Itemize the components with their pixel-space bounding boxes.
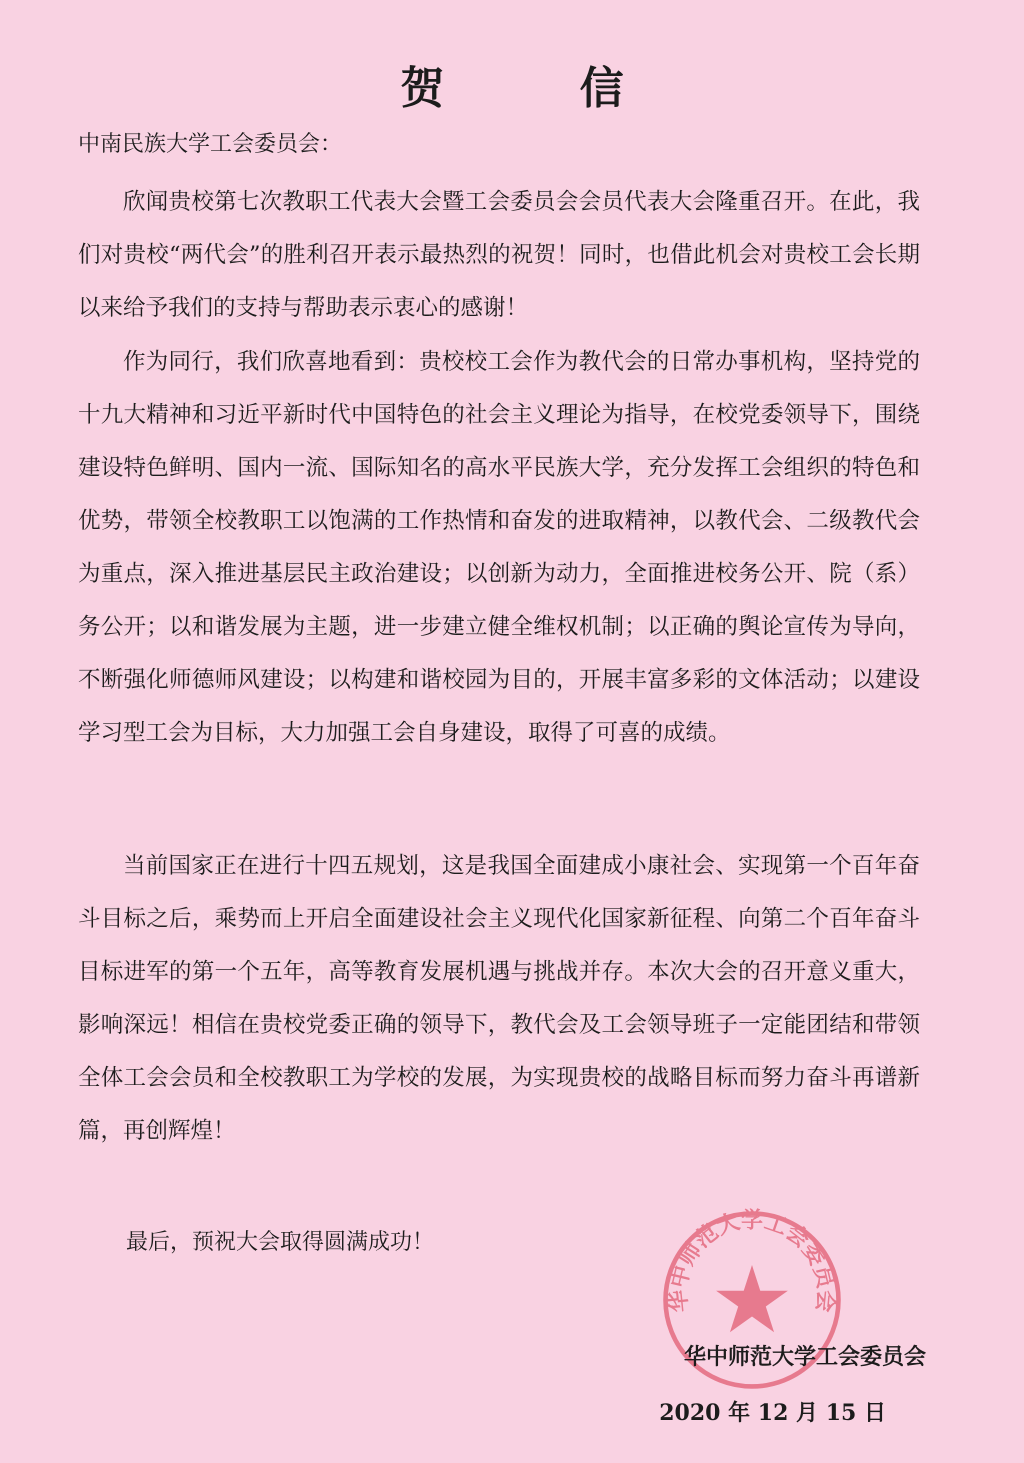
paragraph-1: 欣闻贵校第七次教职工代表大会暨工会委员会会员代表大会隆重召开。在此，我们对贵校“两代会”的胜利召开表示最热烈的祝贺！同时，也借此机会对贵校工会长期以来给予我们的支持与帮助表示衷心的感谢！	[78, 189, 920, 321]
paragraph-3: 当前国家正在进行十四五规划，这是我国全面建成小康社会、实现第一个百年奋斗目标之后，乘势而上开启全面建设社会主义现代化国家新征程、向第二个百年奋斗目标进军的第一个五年，高等教育发展机遇与挑战并存。本次大会的召开意义重大，影响深远！相信在贵校党委正确的领导下，教代会及工会领导班子一定能团结和带领全体工会会员和全校教职工为学校的发展，为实现贵校的战略目标而努力奋斗再谱新篇，再创辉煌！	[78, 853, 920, 1144]
salutation: 中南民族大学工会委员会：	[78, 132, 343, 157]
letter-date: 2020 年 12 月 15 日	[659, 1400, 886, 1426]
signer-name: 华中师范大学工会委员会	[683, 1344, 926, 1370]
closing-wish: 最后，预祝大会取得圆满成功！	[126, 1230, 435, 1255]
paragraph-2: 作为同行，我们欣喜地看到：贵校校工会作为教代会的日常办事机构，坚持党的十九大精神和习近平新时代中国特色的社会主义理论为指导，在校党委领导下，围绕建设特色鲜明、国内一流、国际知名的高水平民族大学，充分发挥工会组织的特色和优势，带领全校教职工以饱满的工作热情和奋发的进取精神，以教代会、二级教代会为重点，深入推进基层民主政治建设；以创新为动力，全面推进校务公开、院（系）务公开；以和谐发展为主题，进一步建立健全维权机制；以正确的舆论宣传为导向，不断强化师德师风建设；以构建和谐校园为目的，开展丰富多彩的文体活动；以建设学习型工会为目标，大力加强工会自身建设，取得了可喜的成绩。	[78, 349, 920, 746]
seal-text: 华中师范大学工会委员会	[665, 1208, 839, 1314]
letter-title: 贺 信	[400, 63, 684, 114]
